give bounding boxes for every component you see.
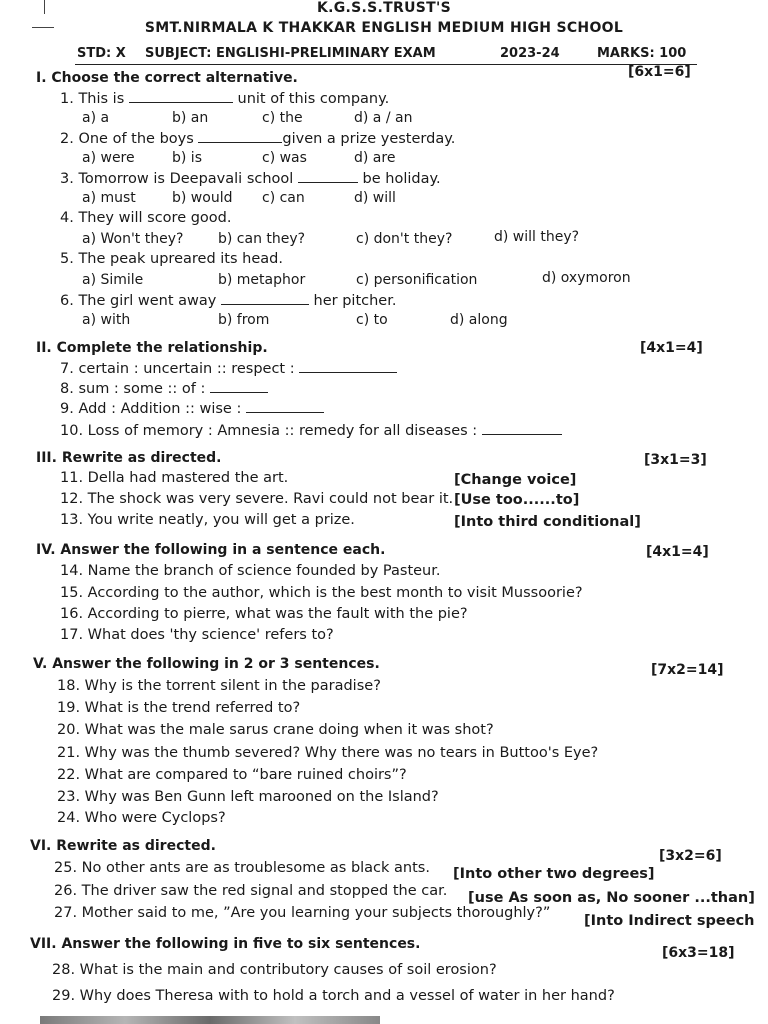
question-21: 21. Why was the thumb severed? Why there was no tears in Buttoo's Eye?: [57, 745, 599, 761]
q6-option-c: c) to: [356, 312, 388, 328]
question-15: 15. According to the author, which is the best month to visit Mussoorie?: [60, 585, 583, 601]
q4-option-c: c) don't they?: [356, 231, 453, 247]
section-5-marks: [7x2=14]: [651, 662, 724, 678]
trust-name: K.G.S.S.TRUST'S: [317, 0, 451, 16]
section-4-title: IV. Answer the following in a sentence each.: [36, 542, 386, 558]
q1-option-d: d) a / an: [354, 110, 413, 126]
question-13-direction: [Into third conditional]: [454, 514, 641, 530]
question-12-direction: [Use too......to]: [454, 492, 580, 508]
q4-option-a: a) Won't they?: [82, 231, 184, 247]
marks-label: MARKS: 100: [597, 46, 687, 61]
q6-option-d: d) along: [450, 312, 508, 328]
q2-option-b: b) is: [172, 150, 202, 166]
section-1-marks: [6x1=6]: [628, 64, 691, 80]
question-16: 16. According to pierre, what was the fault with the pie?: [60, 606, 468, 622]
question-13: 13. You write neatly, you will get a prize.: [60, 512, 355, 528]
q5-option-a: a) Simile: [82, 272, 144, 288]
section-5-title: V. Answer the following in 2 or 3 sentences.: [33, 656, 380, 672]
question-7: 7. certain : uncertain :: respect :: [60, 360, 397, 377]
q6-option-a: a) with: [82, 312, 131, 328]
question-2: 2. One of the boys given a prize yesterday.: [60, 131, 456, 147]
question-27: 27. Mother said to me, ”Are you learning your subjects thoroughly?”: [54, 905, 551, 921]
section-4-marks: [4x1=4]: [646, 544, 709, 560]
question-11: 11. Della had mastered the art.: [60, 470, 289, 486]
q4-option-d: d) will they?: [494, 229, 580, 245]
q5-option-d: d) oxymoron: [542, 270, 631, 286]
question-19: 19. What is the trend referred to?: [57, 700, 301, 716]
q1-option-b: b) an: [172, 110, 209, 126]
question-12: 12. The shock was very severe. Ravi could not bear it.: [60, 491, 454, 507]
q6-option-b: b) from: [218, 312, 270, 328]
question-8: 8. sum : some :: of :: [60, 380, 268, 397]
q2-option-c: c) was: [262, 150, 307, 166]
section-6-title: VI. Rewrite as directed.: [30, 838, 216, 854]
question-25-direction: [Into other two degrees]: [453, 866, 655, 882]
q3-option-b: b) would: [172, 190, 233, 206]
question-18: 18. Why is the torrent silent in the paradise?: [57, 678, 381, 694]
section-7-marks: [6x3=18]: [662, 945, 735, 961]
q3-option-d: d) will: [354, 190, 396, 206]
q3-option-a: a) must: [82, 190, 136, 206]
question-3: 3. Tomorrow is Deepavali school be holiday.: [60, 171, 441, 187]
std-label: STD: X: [77, 46, 126, 61]
section-2-marks: [4x1=4]: [640, 340, 703, 356]
question-26-direction: [use As soon as, No sooner ...than]: [468, 890, 755, 906]
question-4: 4. They will score good.: [60, 210, 232, 226]
question-9: 9. Add : Addition :: wise :: [60, 400, 324, 417]
year-label: 2023-24: [500, 46, 560, 61]
section-3-title: III. Rewrite as directed.: [36, 450, 222, 466]
question-28: 28. What is the main and contributory causes of soil erosion?: [52, 962, 497, 978]
question-29: 29. Why does Theresa with to hold a torch and a vessel of water in her hand?: [52, 988, 615, 1004]
section-6-marks: [3x2=6]: [659, 848, 722, 864]
question-14: 14. Name the branch of science founded by Pasteur.: [60, 563, 441, 579]
section-3-marks: [3x1=3]: [644, 452, 707, 468]
section-1-title: I. Choose the correct alternative.: [36, 70, 298, 86]
section-7-title: VII. Answer the following in five to six sentences.: [30, 936, 421, 952]
question-24: 24. Who were Cyclops?: [57, 810, 226, 826]
q5-option-b: b) metaphor: [218, 272, 306, 288]
question-5: 5. The peak upreared its head.: [60, 251, 283, 267]
question-6: 6. The girl went away her pitcher.: [60, 293, 397, 309]
question-1: 1. This is unit of this company.: [60, 91, 390, 107]
q5-option-c: c) personification: [356, 272, 478, 288]
section-2-title: II. Complete the relationship.: [36, 340, 268, 356]
question-25: 25. No other ants are as troublesome as black ants.: [54, 860, 430, 876]
scan-bottom-strip: [40, 1016, 380, 1024]
question-22: 22. What are compared to “bare ruined choirs”?: [57, 767, 407, 783]
question-27-direction: [Into Indirect speech: [584, 913, 755, 929]
question-26: 26. The driver saw the red signal and stopped the car.: [54, 883, 448, 899]
school-name: SMT.NIRMALA K THAKKAR ENGLISH MEDIUM HIGH SCHOOL: [144, 20, 624, 36]
question-20: 20. What was the male sarus crane doing when it was shot?: [57, 722, 494, 738]
q2-option-a: a) were: [82, 150, 135, 166]
q1-option-a: a) a: [82, 110, 110, 126]
q3-option-c: c) can: [262, 190, 305, 206]
q2-option-d: d) are: [354, 150, 396, 166]
question-11-direction: [Change voice]: [454, 472, 577, 488]
subject-label: SUBJECT: ENGLISH: [145, 46, 280, 61]
q4-option-b: b) can they?: [218, 231, 306, 247]
question-17: 17. What does 'thy science' refers to?: [60, 627, 334, 643]
exam-label: I-PRELIMINARY EXAM: [280, 46, 436, 61]
question-10: 10. Loss of memory : Amnesia :: remedy for all diseases :: [60, 422, 562, 439]
exam-info-line: [75, 46, 697, 65]
question-23: 23. Why was Ben Gunn left marooned on the Island?: [57, 789, 439, 805]
q1-option-c: c) the: [262, 110, 303, 126]
